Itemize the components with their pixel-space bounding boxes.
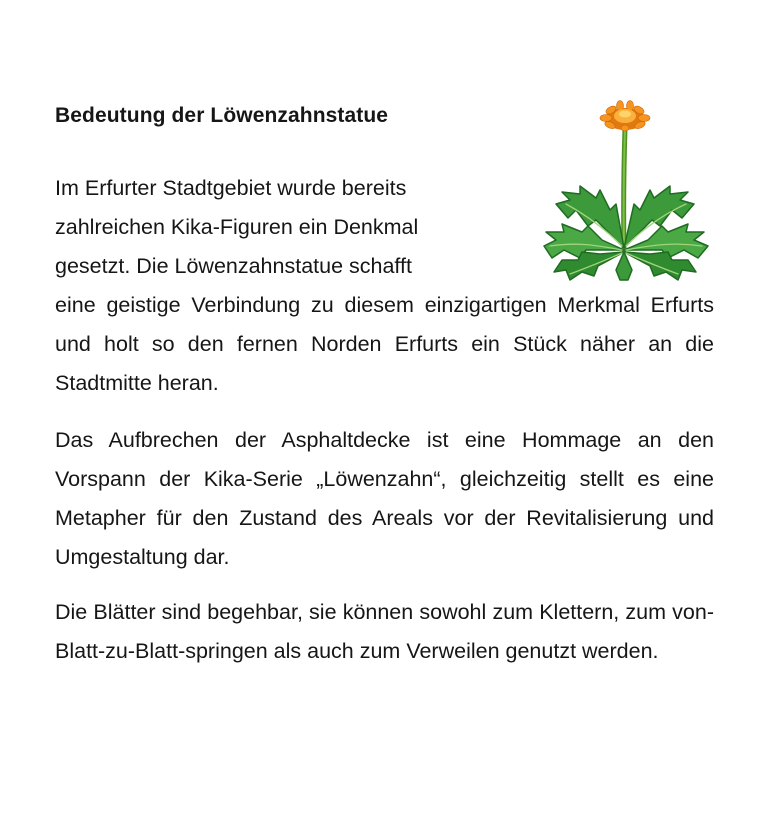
intro-paragraph-start [55, 169, 485, 286]
intro-line-3: gesetzt. Die Löwenzahnstatue schafft [55, 254, 412, 278]
dandelion-illustration [536, 100, 714, 282]
flower-head [600, 101, 650, 132]
intro-line-2: zahlreichen Kika-Figuren ein Denkmal [55, 215, 419, 239]
intro-line-1: Im Erfurter Stadtgebiet wurde bereits [55, 176, 407, 200]
intro-paragraph-end: eine geistige Verbindung zu diesem einzigartigen Merkmal Erfurts und holt so den fernen Norden Erfurts ein Stück näher an die Stadtmitte heran. [55, 293, 714, 395]
paragraph-leaves: Die Blätter sind begehbar, sie können sowohl zum Klettern, zum von-Blatt-zu-Blatt-springen als auch zum Verweilen genutzt werden. [55, 600, 714, 663]
page-title: Bedeutung der Löwenzahnstatue [55, 104, 389, 127]
paragraph-asphalt: Das Aufbrechen der Asphaltdecke ist eine Hommage an den Vorspann der Kika-Serie „Löwenzahn“, gleichzeitig stellt es eine Metapher für den Zustand des Areals vor der Revitalisierung und Umgestaltung dar. [55, 428, 714, 569]
